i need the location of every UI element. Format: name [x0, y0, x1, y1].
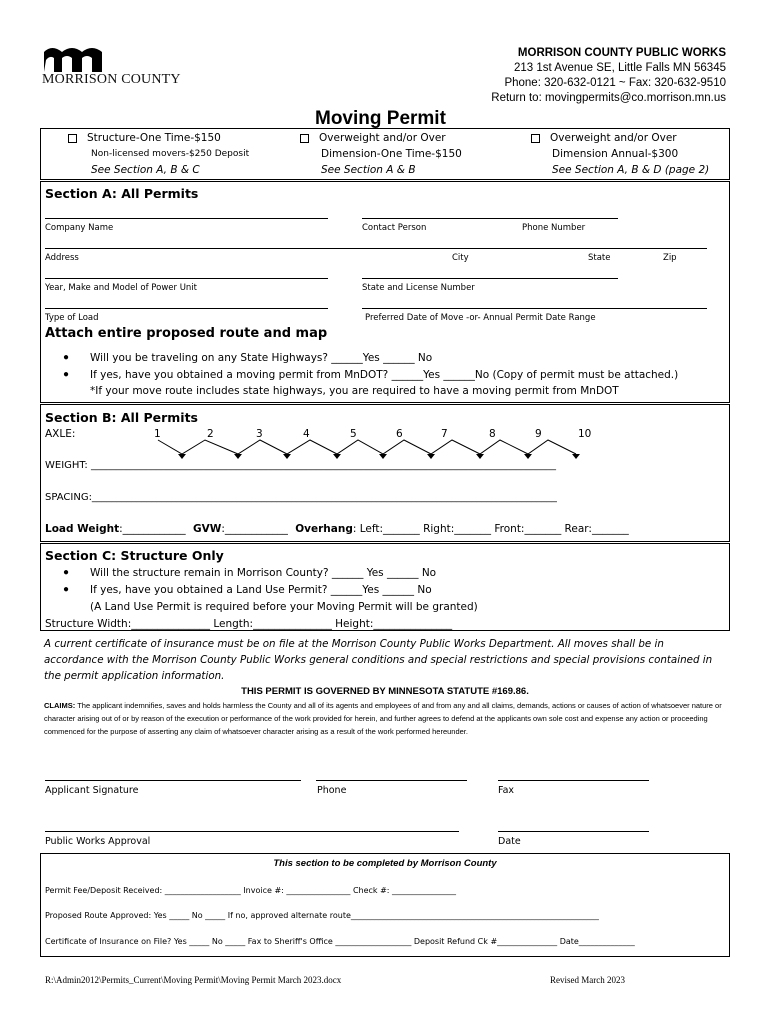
company-label: Company Name	[45, 223, 114, 233]
insurance-row[interactable]: Certificate of Insurance on File? Yes _____ No _____ Fax to Sheriff's Office ___________________ Deposit Refund Ck #_______________ Date______________	[45, 937, 635, 946]
statute-line: THIS PERMIT IS GOVERNED BY MINNESOTA STATUTE #169.86.	[241, 686, 529, 697]
section-a-title: Section A: All Permits	[45, 186, 199, 201]
vehicle-field[interactable]	[45, 278, 328, 279]
logo-mark-icon	[44, 46, 104, 72]
revised-date: Revised March 2023	[550, 975, 625, 985]
option-line1: Overweight and/or Over	[550, 132, 677, 144]
axle-number: 4	[303, 428, 310, 440]
spacing-field[interactable]: SPACING:_____________________________________________________________________________________________	[45, 492, 557, 503]
signature-fax-label: Fax	[498, 785, 515, 796]
load-weight-field[interactable]: :____________	[119, 523, 186, 535]
address-label: Address	[45, 253, 79, 263]
county-box-title: This section to be completed by Morrison County	[273, 858, 497, 869]
approval-date-field[interactable]	[498, 831, 649, 832]
claims-text: The applicant indemnifies, saves and holds harmless the County and all of its agents and employees of and from any and all claims, demands, actions or causes of action of whatsoever nature or character arising out of or by reason of the execution or performance of the work provided for herein, and further agrees to defend at the applicants own sole cost and expense any action or proceeding commenced for the purpose of asserting any claim of whatsoever character arising as a result of the work performed hereunder.	[44, 701, 722, 736]
fee-row[interactable]: Permit Fee/Deposit Received: ___________________ Invoice #: ________________ Check #: ________________	[45, 886, 457, 895]
contact-phone-field[interactable]	[362, 218, 618, 219]
bullet-icon: ●	[63, 567, 70, 578]
file-path: R:\Admin2012\Permits_Current\Moving Permit\Moving Permit March 2023.docx	[45, 975, 342, 985]
page-title: Moving Permit	[315, 108, 446, 129]
mndot-note: *If your move route includes state highways, you are required to have a moving permit from MnDOT	[90, 385, 619, 397]
section-b-title: Section B: All Permits	[45, 410, 198, 425]
license-label: State and License Number	[362, 283, 475, 293]
option-line2: Dimension Annual-$300	[552, 148, 679, 160]
vehicle-label: Year, Make and Model of Power Unit	[45, 283, 198, 293]
overweight-onetime-checkbox[interactable]	[300, 134, 309, 143]
axle-number: 5	[350, 428, 357, 440]
structure-dimensions[interactable]: Structure Width:_______________ Length:_______________ Height:_______________	[45, 618, 453, 630]
option-line1: Overweight and/or Over	[319, 132, 446, 144]
applicant-signature-field[interactable]	[45, 780, 301, 781]
structure-checkbox[interactable]	[68, 134, 77, 143]
address-field[interactable]	[45, 248, 707, 249]
license-field[interactable]	[362, 278, 618, 279]
land-use-question: If yes, have you obtained a Land Use Permit? ______Yes ______ No	[90, 584, 432, 596]
insurance-statement: A current certificate of insurance must be on file at the Morrison County Public Works Department. All moves shall be in accordance with the Morrison County Public Works general conditions and special restrictions and special provisions contained in the permit application information.	[44, 638, 713, 682]
axle-number: 3	[256, 428, 263, 440]
approval-date-label: Date	[498, 836, 521, 847]
load-weight-label: Load Weight	[45, 523, 120, 535]
county-logo	[42, 46, 192, 90]
route-approved-row[interactable]: Proposed Route Approved: Yes _____ No _____ If no, approved alternate route______________________________________________________________	[45, 911, 599, 920]
section-c-title: Section C: Structure Only	[45, 548, 224, 563]
bullet-icon: ●	[63, 584, 70, 595]
zip-label: Zip	[663, 253, 677, 263]
load-weight-row	[45, 523, 629, 535]
move-date-field[interactable]	[362, 308, 707, 309]
bullet-icon: ●	[63, 369, 70, 380]
option-line1: Structure-One Time-$150	[87, 132, 221, 144]
gvw-field[interactable]: :____________	[221, 523, 288, 535]
option-line3: See Section A & B	[321, 164, 416, 176]
logo-text: MORRISON COUNTY	[42, 72, 181, 87]
overweight-annual-checkbox[interactable]	[531, 134, 540, 143]
axle-number: 10	[578, 428, 592, 440]
city-label: City	[452, 253, 469, 263]
axle-label: AXLE:	[45, 428, 76, 440]
axle-number: 8	[489, 428, 496, 440]
signature-phone-field[interactable]	[316, 780, 467, 781]
company-name-field[interactable]	[45, 218, 328, 219]
axle-number: 7	[441, 428, 448, 440]
weight-field[interactable]: WEIGHT: _____________________________________________________________________________________________	[45, 460, 556, 471]
option-overweight-onetime	[300, 130, 462, 178]
approval-label: Public Works Approval	[45, 836, 151, 847]
axle-number: 6	[396, 428, 403, 440]
state-highway-question: Will you be traveling on any State Highways? ______Yes ______ No	[90, 352, 433, 364]
option-line3: See Section A, B & D (page 2)	[552, 164, 710, 176]
option-line2: Non-licensed movers-$250 Deposit	[91, 149, 250, 159]
axle-number: 1	[154, 428, 161, 440]
public-works-approval-field[interactable]	[45, 831, 459, 832]
claims-paragraph	[44, 699, 730, 738]
signature-fax-field[interactable]	[498, 780, 649, 781]
org-email: Return to: movingpermits@co.morrison.mn.us	[491, 92, 726, 104]
applicant-signature-label: Applicant Signature	[45, 785, 139, 796]
axle-number: 2	[207, 428, 214, 440]
org-name: MORRISON COUNTY PUBLIC WORKS	[517, 47, 726, 59]
load-label: Type of Load	[45, 313, 99, 323]
contact-label: Contact Person	[362, 223, 427, 233]
gvw-label: GVW	[193, 523, 222, 535]
attach-route-heading: Attach entire proposed route and map	[45, 326, 328, 341]
org-phone: Phone: 320-632-0121 ~ Fax: 320-632-9510	[504, 77, 726, 89]
structure-remain-question: Will the structure remain in Morrison County? ______ Yes ______ No	[90, 567, 437, 579]
overhang-label: Overhang	[295, 523, 353, 535]
land-use-note: (A Land Use Permit is required before your Moving Permit will be granted)	[90, 601, 478, 613]
overhang-fields[interactable]: : Left:_______ Right:_______ Front:_______ Rear:_______	[352, 523, 629, 535]
option-structure	[68, 130, 249, 178]
load-type-field[interactable]	[45, 308, 328, 309]
option-overweight-annual	[531, 130, 709, 178]
claims-label: CLAIMS:	[44, 701, 76, 710]
date-label: Preferred Date of Move -or- Annual Permit Date Range	[365, 313, 596, 323]
option-line2: Dimension-One Time-$150	[321, 148, 462, 160]
mndot-permit-question: If yes, have you obtained a moving permit from MnDOT? ______Yes ______No (Copy of permit must be attached.)	[90, 369, 679, 381]
bullet-icon: ●	[63, 352, 70, 363]
axle-number: 9	[535, 428, 542, 440]
option-line3: See Section A, B & C	[91, 164, 200, 176]
org-address: 213 1st Avenue SE, Little Falls MN 56345	[513, 62, 726, 74]
signature-phone-label: Phone	[317, 785, 347, 796]
state-label: State	[588, 253, 611, 263]
phone-label: Phone Number	[522, 223, 586, 233]
